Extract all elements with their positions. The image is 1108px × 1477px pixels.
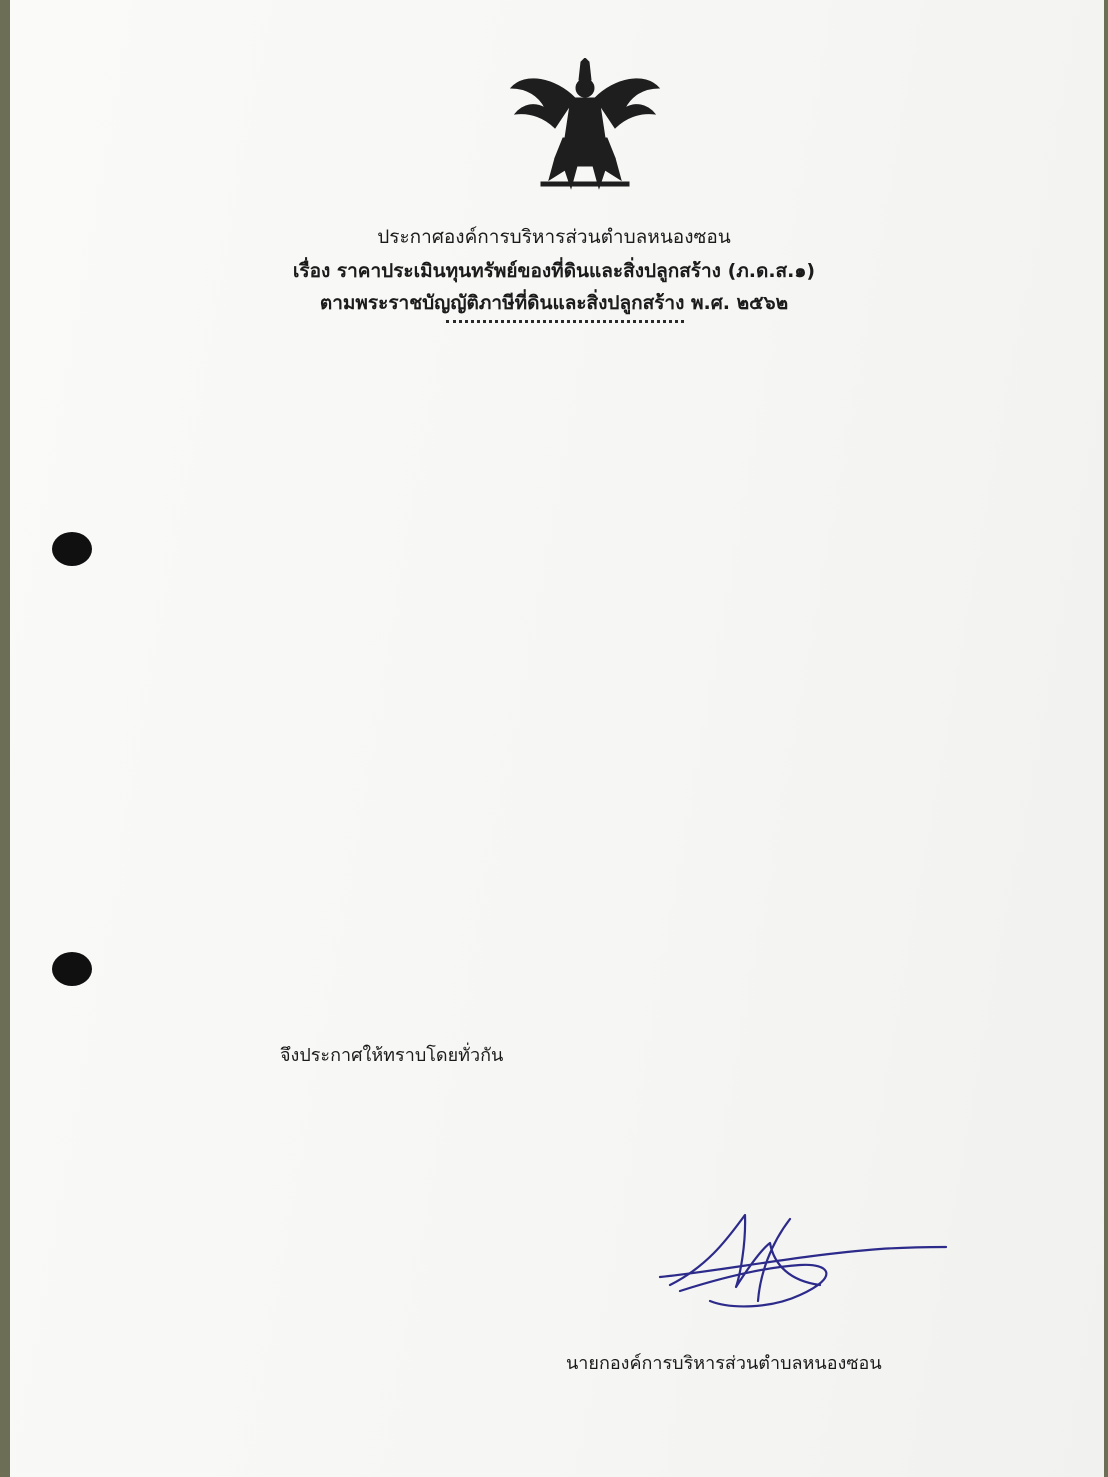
garuda-emblem-icon [505, 58, 665, 190]
punch-hole-lower [52, 952, 92, 986]
document-page [10, 0, 1104, 1477]
announcement-title: ประกาศองค์การบริหารส่วนตำบลหนองซอน [377, 226, 731, 248]
signature-icon [650, 1205, 950, 1335]
signer-position: นายกองค์การบริหารส่วนตำบลหนองซอน [566, 1353, 882, 1374]
separator-dotted-line [446, 320, 684, 323]
announcement-subject: เรื่อง ราคาประเมินทุนทรัพย์ของที่ดินและสิ่งปลูกสร้าง (ภ.ด.ส.๑) [292, 260, 816, 282]
punch-hole-upper [52, 532, 92, 566]
announcement-law: ตามพระราชบัญญัติภาษีที่ดินและสิ่งปลูกสร้าง พ.ศ. ๒๕๖๒ [319, 292, 789, 314]
closing-statement: จึงประกาศให้ทราบโดยทั่วกัน [280, 1045, 504, 1066]
